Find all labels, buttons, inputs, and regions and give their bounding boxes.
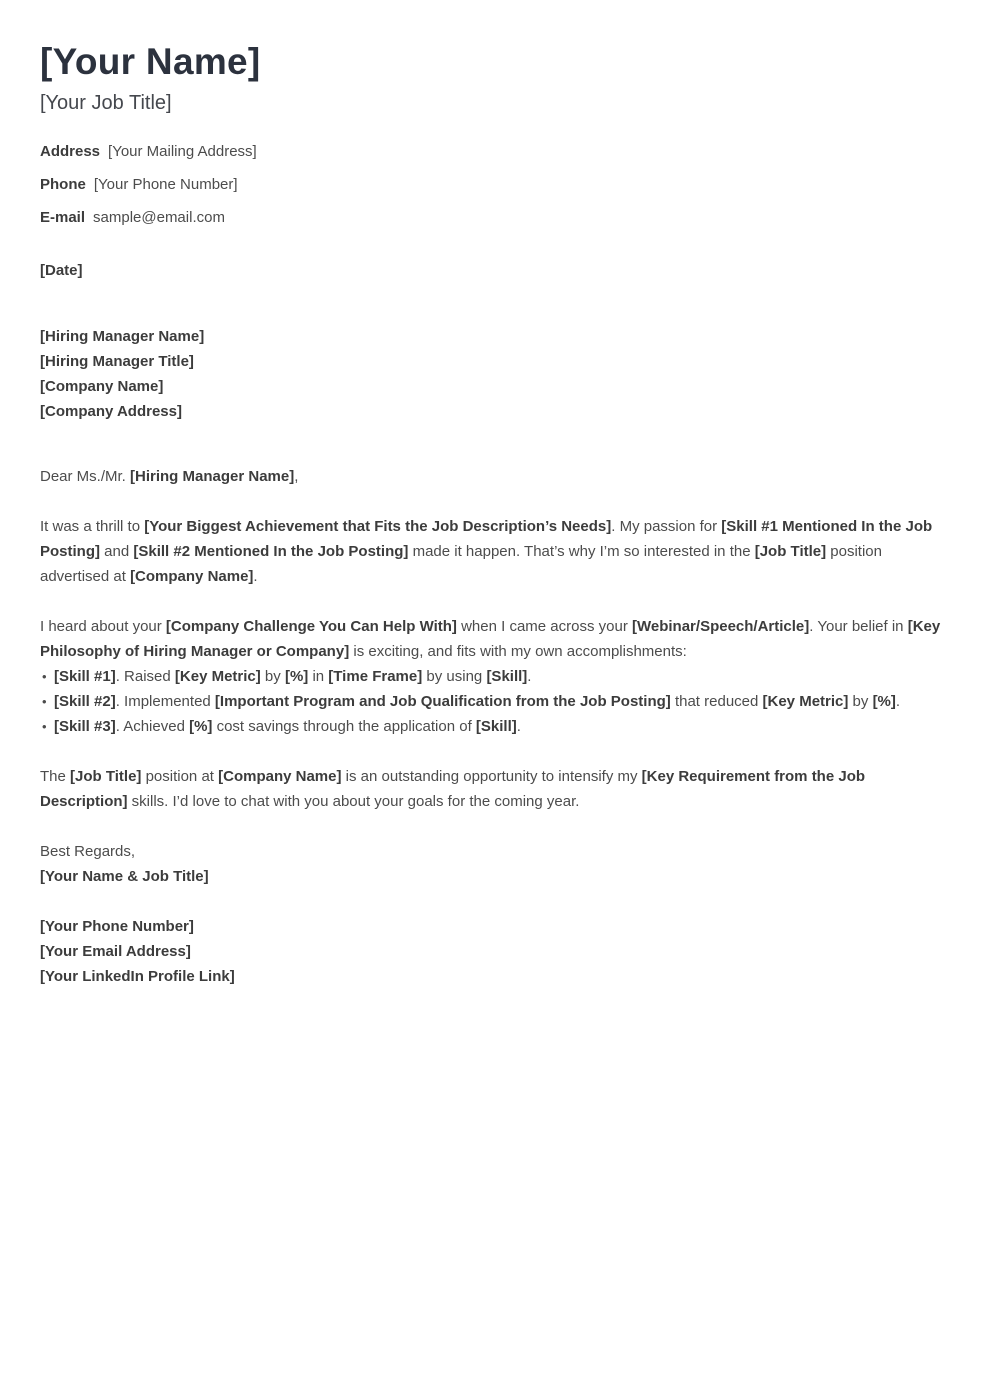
text-segment: made it happen. That’s why I’m so interested in the: [408, 543, 755, 560]
text-segment: .: [253, 568, 258, 585]
placeholder-text: [Company Name]: [130, 568, 254, 585]
achievement-list-item-2: [40, 689, 950, 714]
applicant-name: [Your Name]: [40, 41, 261, 82]
text-segment: by: [260, 668, 285, 685]
text-segment: . Implemented: [115, 693, 215, 710]
placeholder-text: [Important Program and Job Qualification from the Job Posting]: [214, 693, 671, 710]
footer-phone: [Your Phone Number]: [40, 918, 194, 935]
placeholder-text: [Job Title]: [754, 543, 827, 560]
footer-email: [Your Email Address]: [40, 943, 191, 960]
placeholder-text: [Webinar/Speech/Article]: [632, 618, 810, 635]
recipient-company-name: [Company Name]: [40, 378, 164, 395]
text-segment: by using: [422, 668, 487, 685]
signoff-block: [40, 839, 950, 889]
text-segment: Dear Ms./Mr.: [40, 468, 131, 485]
placeholder-text: [Company Name]: [218, 768, 342, 785]
text-segment: The: [40, 768, 71, 785]
placeholder-text: [Skill #2]: [54, 693, 116, 710]
achievement-list-item-1: [40, 664, 950, 689]
placeholder-text: [Key Metric]: [762, 693, 849, 710]
contact-label-email: E-mail: [40, 209, 86, 226]
placeholder-text: [Hiring Manager Name]: [130, 468, 295, 485]
contact-value-phone: [Your Phone Number]: [93, 176, 238, 193]
footer-contact-block: [40, 914, 950, 989]
recipient-hiring-manager-title: [Hiring Manager Title]: [40, 353, 194, 370]
contact-value-address: [Your Mailing Address]: [108, 143, 257, 160]
recipient-info-block: [40, 324, 950, 424]
placeholder-text: [Key Philosophy of Hiring Manager or Company]: [40, 618, 941, 660]
signature-name: [Your Name & Job Title]: [40, 868, 209, 885]
text-segment: and: [100, 543, 134, 560]
placeholder-text: [Time Frame]: [328, 668, 423, 685]
text-segment: . Achieved: [115, 718, 190, 735]
text-segment: in: [308, 668, 329, 685]
placeholder-text: [%]: [872, 693, 896, 710]
achievement-list-item-3: [40, 714, 950, 739]
footer-linkedin: [Your LinkedIn Profile Link]: [40, 968, 235, 985]
contact-row-phone: [40, 175, 950, 194]
text-segment: cost savings through the application of: [212, 718, 476, 735]
text-segment: .: [516, 718, 521, 735]
contact-row-address: [40, 142, 950, 161]
recipient-company-address: [Company Address]: [40, 403, 182, 420]
text-segment: . Your belief in: [809, 618, 908, 635]
contact-value-email: sample@email.com: [93, 209, 225, 226]
contact-info-block: [40, 142, 950, 227]
contact-label-address: Address: [40, 143, 101, 160]
text-segment: skills. I’d love to chat with you about your goals for the coming year.: [127, 793, 580, 810]
text-segment: . Raised: [115, 668, 175, 685]
placeholder-text: [Your Biggest Achievement that Fits the Job Description’s Needs]: [144, 518, 612, 535]
contact-row-email: [40, 208, 950, 227]
placeholder-text: [Skill]: [486, 668, 528, 685]
contact-label-phone: Phone: [40, 176, 86, 193]
applicant-job-title: [Your Job Title]: [40, 92, 172, 114]
placeholder-text: [Skill #1]: [54, 668, 116, 685]
placeholder-text: [Job Title]: [70, 768, 142, 785]
placeholder-text: [Skill #2 Mentioned In the Job Posting]: [133, 543, 409, 560]
date-line: [Date]: [40, 262, 83, 279]
text-segment: .: [895, 693, 901, 710]
salutation: [40, 464, 950, 489]
challenge-paragraph: [40, 614, 950, 664]
text-segment: is an outstanding opportunity to intensify my: [341, 768, 642, 785]
text-segment: when I came across your: [456, 618, 632, 635]
placeholder-text: [Skill #3]: [54, 718, 116, 735]
placeholder-text: [Company Challenge You Can Help With]: [165, 618, 457, 635]
text-segment: position advertised at: [40, 543, 882, 585]
achievement-list: [40, 664, 950, 739]
text-segment: .: [527, 668, 532, 685]
recipient-hiring-manager-name: [Hiring Manager Name]: [40, 328, 205, 345]
text-segment: ,: [294, 468, 299, 485]
text-segment: is exciting, and fits with my own accomplishments:: [349, 643, 687, 660]
text-segment: It was a thrill to: [40, 518, 145, 535]
placeholder-text: [Skill]: [475, 718, 517, 735]
closing-regards: Best Regards,: [40, 843, 136, 860]
intro-paragraph: [40, 514, 950, 589]
text-segment: position at: [141, 768, 219, 785]
closing-paragraph: [40, 764, 950, 814]
placeholder-text: [Key Metric]: [174, 668, 261, 685]
placeholder-text: [%]: [284, 668, 309, 685]
text-segment: I heard about your: [40, 618, 166, 635]
placeholder-text: [Key Requirement from the Job Description]: [40, 768, 866, 810]
text-segment: that reduced: [670, 693, 763, 710]
text-segment: by: [848, 693, 873, 710]
placeholder-text: [Skill #1 Mentioned In the Job Posting]: [40, 518, 933, 560]
placeholder-text: [%]: [189, 718, 213, 735]
text-segment: . My passion for: [611, 518, 722, 535]
